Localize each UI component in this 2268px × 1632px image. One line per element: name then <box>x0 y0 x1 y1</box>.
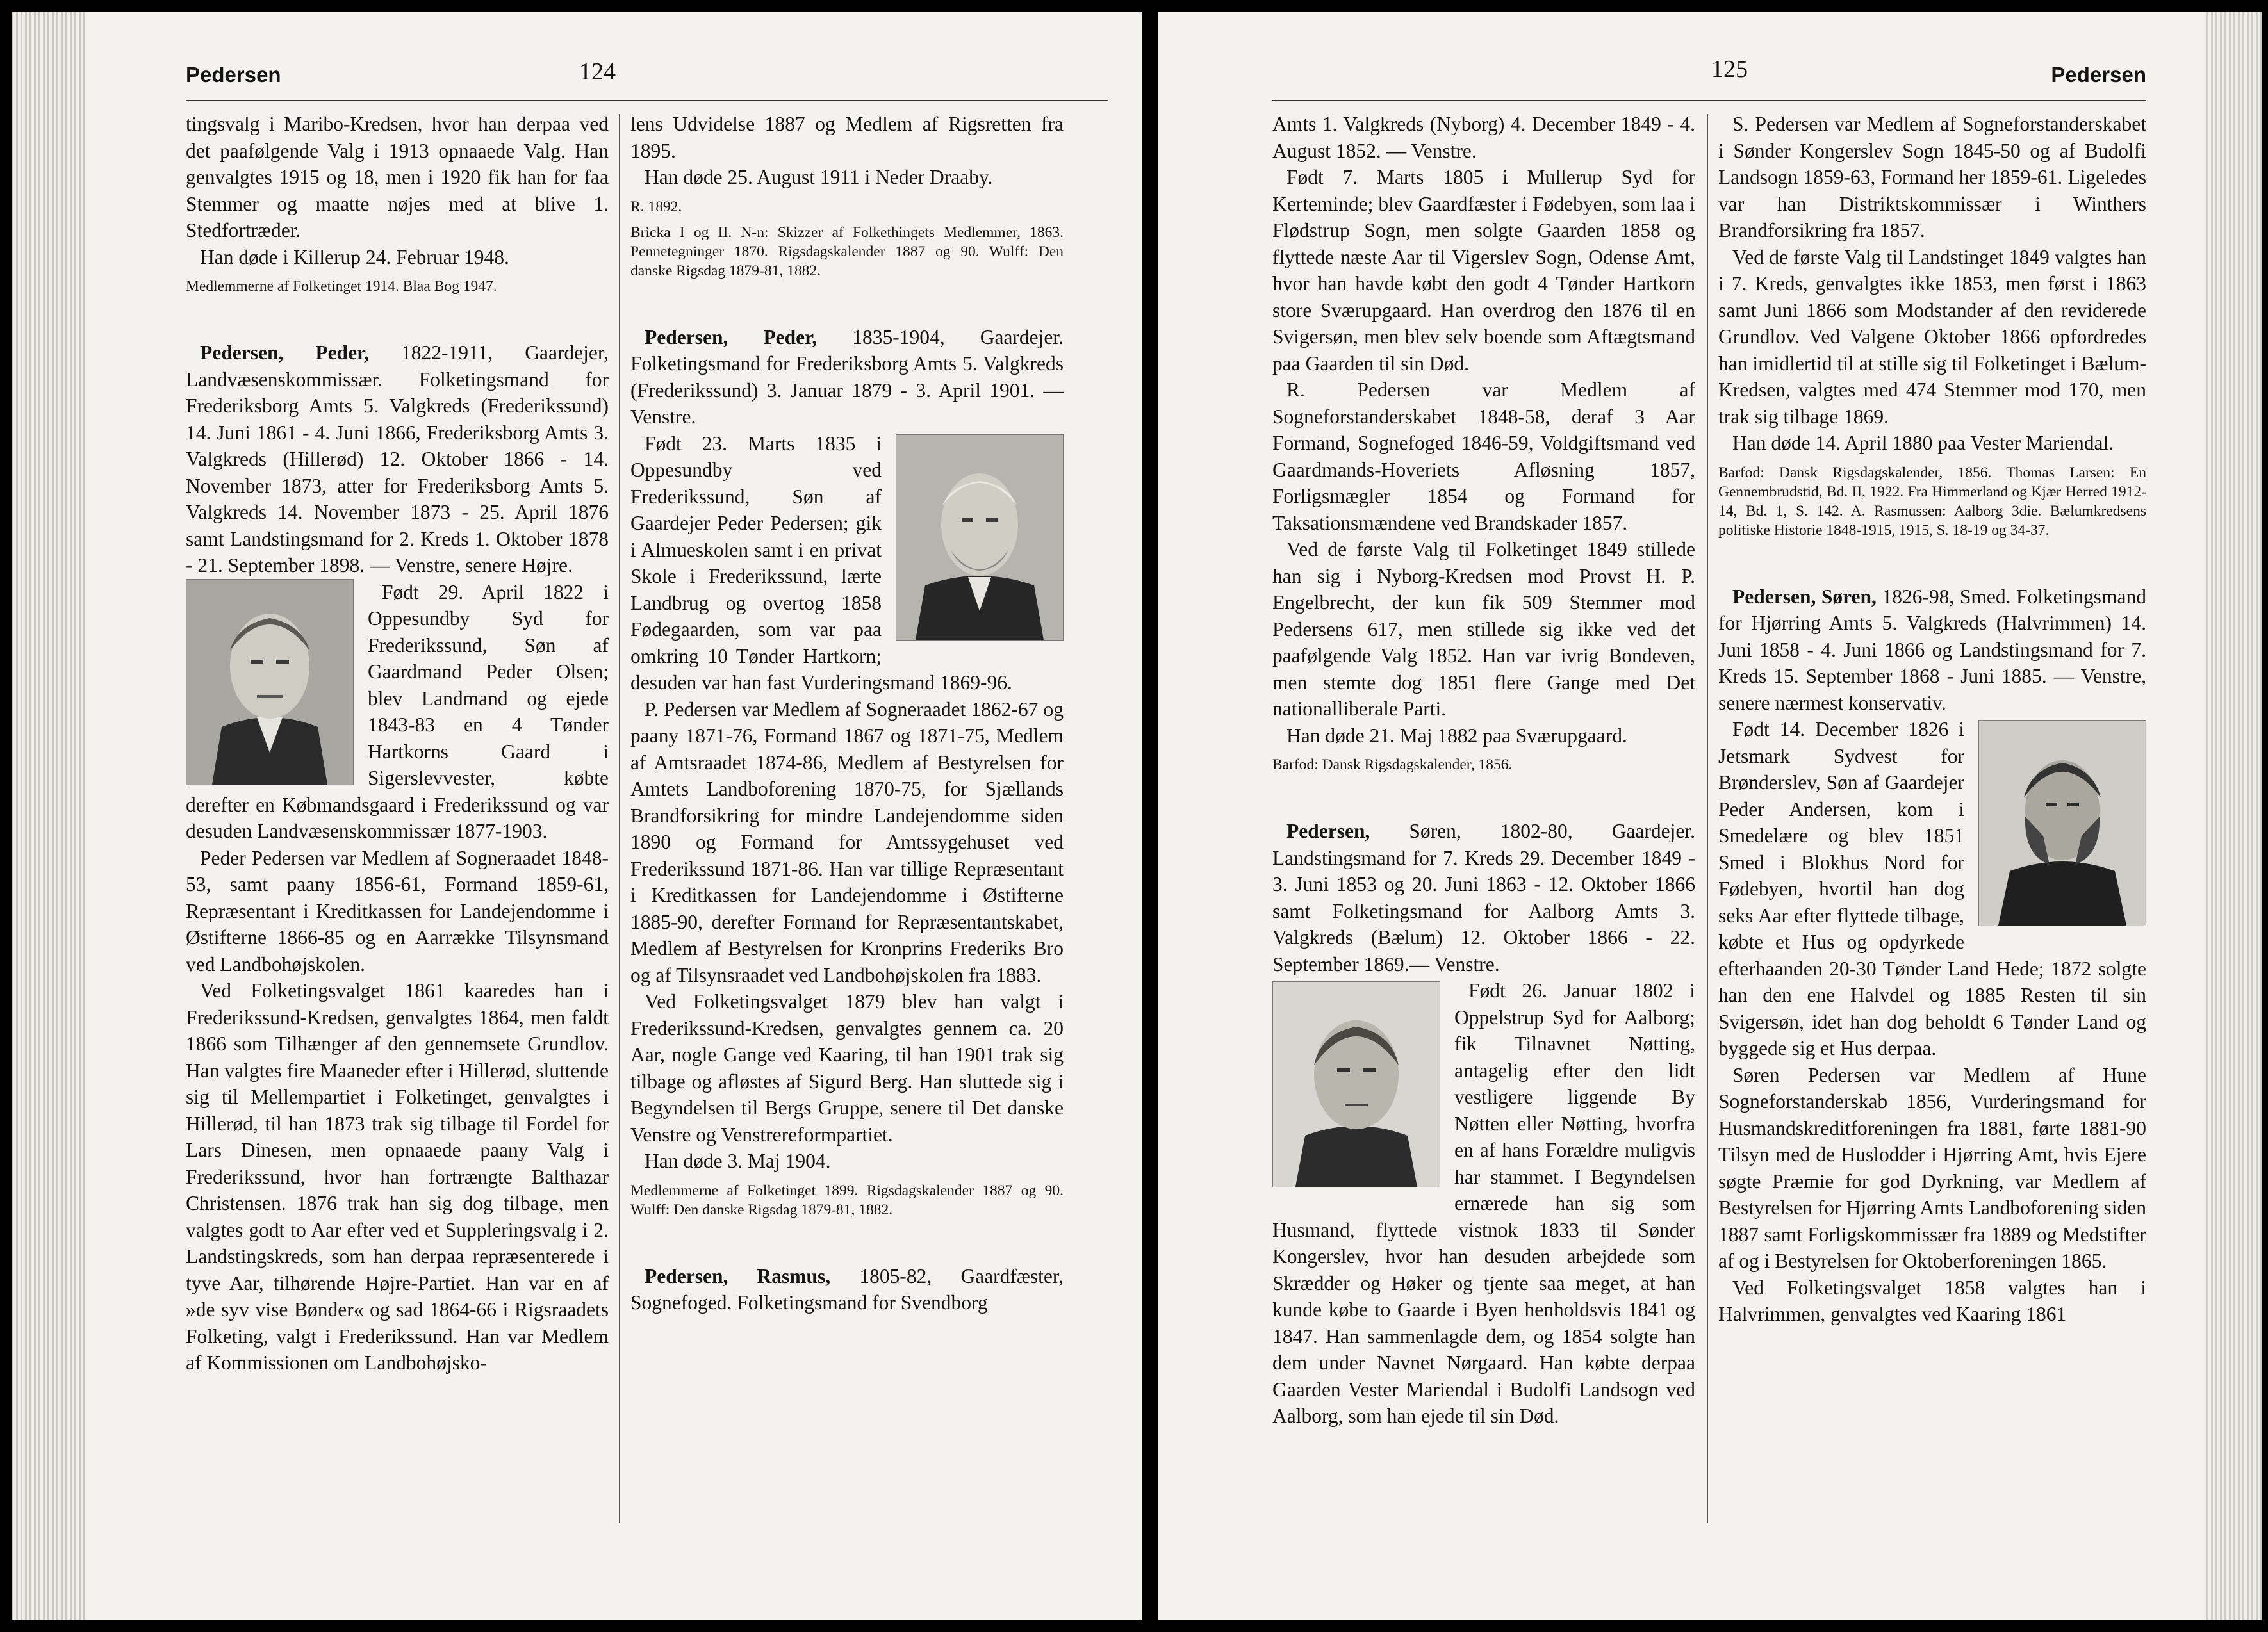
paragraph: Han døde 14. April 1880 paa Vester Mariendal. <box>1732 432 2114 454</box>
paragraph: Født 29. April 1822 i Oppesundby Syd for Frederikssund, Søn af Gaardmand Peder Olsen; blev Landmand og ejede 1843-83 en 4 Tønder Hartkorns Gaard i Sigerslevvester, købte derefter en Købmandsgaard i Frederikssund og var desuden Landvæsenskommissær 1877-1903. <box>186 580 609 842</box>
paragraph: Amts 1. Valgkreds (Nyborg) 4. December 1849 - 4. August 1852. — Venstre. <box>1272 113 1695 162</box>
entry-peder-1835: Pedersen, Peder, 1835-1904, Gaardejer. Folketingsmand for Frederiksborg Amts 5. Valgkreds (Frederikssund) 3. Januar 1879 - 3. April 1901. — Venstre. <box>630 325 1064 428</box>
page-number: 125 <box>1711 56 1748 83</box>
source-note: Barfod: Dansk Rigsdagskalender, 1856. Thomas Larsen: En Gennembrudstid, Bd. II, 1922. Fra Himmerland og Kjær Herred 1912-14, Bd. 1, S. 142. A. Rasmussen: Aalborg 3die. Bælumkredsens politiske Historie 1848-1915, 1915, S. 18-19 og 34-37. <box>1718 464 2146 539</box>
source-note: Barfod: Dansk Rigsdagskalender, 1856. <box>1272 756 1513 773</box>
paragraph: tingsvalg i Maribo-Kredsen, hvor han derpaa ved det paafølgende Valg i 1913 opnaaede Valg. Han genvalgtes 1915 og 18, men i 1920 fik han for faa Stemmer og maatte nøjes med at blive 1. Stedfortræder. <box>186 113 609 241</box>
page-edge-stack <box>2204 12 2262 1620</box>
running-head: Pedersen <box>186 63 281 86</box>
entry-name: Pedersen, Søren, <box>1732 585 1877 608</box>
entry-soeren-1802: Pedersen, Søren, 1802-80, Gaardejer. Landstingsmand for 7. Kreds 29. December 1849 - 3. Juni 1853 og 20. Juni 1863 - 12. Oktober 1866 samt Folketingsmand for Aalborg Amts 3. Valgkreds (Bælum) 12. Oktober 1866 - 22. September 1869.— Venstre. <box>1272 820 1695 975</box>
paragraph: Han døde 21. Maj 1882 paa Sværupgaard. <box>1286 724 1627 747</box>
entry-soeren-1826: Pedersen, Søren, 1826-98, Smed. Folketingsmand for Hjørring Amts 5. Valgkreds (Halvrimmen) 14. Juni 1858 - 4. Juni 1866 og Landstingsmand for 7. Kreds 15. September 1868 - Juni 1885. — Venstre, senere nærmest konservativ. <box>1718 585 2146 714</box>
page-number: 124 <box>579 58 616 85</box>
entry-peder-1822: Pedersen, Peder, 1822-1911, Gaardejer, Landvæsenskommissær. Folketingsmand for Frederiksborg Amts 5. Valgkreds (Frederikssund) 14. Juni 1861 - 4. Juni 1866, Frederiksborg Amts 3. Valgkreds (Hillerød) 12. Oktober 1866 - 14. November 1873, atter for Frederiksborg Amts 5. Valgkreds 14. November 1873 - 25. April 1876 samt Landstingsmand for 2. Kreds 1. Oktober 1878 - 21. September 1898. — Venstre, senere Højre. <box>186 341 609 576</box>
paragraph: Født 7. Marts 1805 i Mullerup Syd for Kerteminde; blev Gaardfæster i Fødebyen, som laa i Flødstrup Sogn, men solgte Gaarden 1858 og flyttede næste Aar til Vigerslev Sogn, Odense Amt, hvor han havde købt den godt 4 Tønder Hartkorn store Sværupgaard. Han overdrog den 1876 til en Svigersøn, men blev selv boende som Aftægtsmand paa Gaarden til sin Død. <box>1272 166 1695 375</box>
entry-name: Pedersen, Peder, <box>645 325 818 348</box>
paragraph: Søren Pedersen var Medlem af Hune Sogneforstanderskab 1856, Vurderingsmand for Husmandskreditforeningen fra 1881, førte 1881-90 Tilsyn med de Huslodder i Hjørring Amt, hvis Ejere søgte Præmie for god Dyrkning, var Medlem af Bestyrelsen for Hjørring Amts Landboforening siden 1887 samt Forligskommissær fra 1889 og Medstifter af og i Bestyrelsen for Oktoberforeningen 1865. <box>1718 1063 2146 1272</box>
paragraph: Peder Pedersen var Medlem af Sogneraadet 1848-53, samt paany 1856-61, Formand 1859-61, Repræsentant i Kreditkassen for Landejendomme i Østifterne 1866-85 og en Aarrække Tilsynsmand ved Landbohøjskolen. <box>186 846 609 975</box>
entry-name: Pedersen, <box>1286 820 1370 842</box>
portrait-illustration <box>1273 982 1440 1187</box>
source-note: Medlemmerne af Folketinget 1899. Rigsdagskalender 1887 og 90. Wulff: Den danske Rigsdag 1879-81, 1882. <box>630 1182 1064 1218</box>
paragraph: Født 26. Januar 1802 i Oppelstrup Syd for Aalborg; fik Tilnavnet Nøtting, antagelig efter den lidt vestligere liggende By Nøtten eller Nøtting, hvorfra en af hans Forældre muligvis har stammet. I Begyndelsen ernærede han sig som Husmand, flyttede vistnok 1833 til Sønder Kongerslev, hvor han desuden arbejdede som Skrædder og Høker og tjente saa meget, at han kunde købe to Gaarde i Byen henholdsvis 1841 og 1847. Han sammenlagde dem, og 1854 solgte han dem under Navnet Nørgaard. Han købte derpaa Gaarden Vester Mariendal i Budolfi Landsogn ved Aalborg, som han ejede til sin Død. <box>1272 979 1695 1427</box>
paragraph: Ved Folketingsvalget 1861 kaaredes han i Frederikssund-Kredsen, genvalgtes 1864, men faldt 1866 som Tilhænger af den gennemsete Grundlov. Han valgtes fire Maaneder efter i Hillerød, sluttende sig til Mellempartiet i Folketinget, genvalgtes i Hillerød, til han 1873 trak sig tilbage til Fordel for Lars Dinesen, men opnaaede paany Valg i Frederikssund, hvor han fortrængte Balthazar Christensen. 1876 trak han sig dog tilbage, men valgtes godt to Aar efter ved et Suppleringsvalg i 2. Landstingskreds, som han derpaa repræsenterede i tyve Aar, tilhørende Højre-Partiet. Han var en af »de syv vise Bønder« og sad 1864-66 i Rigsraadets Folketing, valgt i Frederikssund. Han var Medlem af Kommissionen om Landbohøjsko- <box>186 979 609 1374</box>
running-head: Pedersen <box>2051 63 2146 86</box>
portrait-illustration <box>1979 721 2146 926</box>
paragraph: Ved Folketingsvalget 1858 valgtes han i Halvrimmen, genvalgtes ved Kaaring 1861 <box>1718 1276 2146 1325</box>
portrait-photo <box>186 579 354 785</box>
paragraph: Han døde 25. August 1911 i Neder Draaby. <box>645 166 993 188</box>
left-page <box>12 12 1142 1620</box>
page-edge-stack <box>12 12 87 1620</box>
portrait-photo <box>1272 981 1440 1187</box>
source-note: Bricka I og II. N-n: Skizzer af Folkethingets Medlemmer, 1863. Pennetegninger 1870. Rigsdagskalender 1887 og 90. Wulff: Den danske Rigsdag 1879-81, 1882. <box>630 224 1064 279</box>
portrait-photo <box>1978 720 2146 926</box>
entry-name: Pedersen, Peder, <box>200 341 370 364</box>
column-rule <box>619 114 620 1523</box>
paragraph: P. Pedersen var Medlem af Sogneraadet 1862-67 og paany 1871-76, Formand 1867 og 1871-75, Medlem af Amtsraadet 1874-86, Medlem af Bestyrelsen for Amtets Landboforening 1870-75, for Sjællands Brandforsikring for mindre Landejendomme siden 1890 og Formand for Amtssygehuset ved Frederikssund 1871-86. Han var tillige Repræsentant i Kreditkassen for Landejendomme i Østifterne 1885-90, derefter Formand for Repræsentantskabet, Medlem af Bestyrelsen for Kronprins Frederiks Bro og af Tilsynsraadet ved Landbohøjskolen fra 1883. <box>630 698 1064 986</box>
portrait-illustration <box>896 435 1063 640</box>
paragraph: Ved de første Valg til Landstinget 1849 valgtes han i 7. Kreds, genvalgtes ikke 1853, men først i 1863 samt Juni 1866 som Modstander af den reviderede Grundlov. Ved Valgene Oktober 1866 opfordredes han imidlertid til at stille sig til Folketinget i Bælum-Kredsen, valgtes med 474 Stemmer mod 170, men trak sig tilbage 1869. <box>1718 245 2146 428</box>
paragraph: R. Pedersen var Medlem af Sogneforstanderskabet 1848-58, deraf 3 Aar Formand, Sognefoged 1846-59, Voldgiftsmand ved Gaardmands-Hoveriets Afløsning 1857, Forligsmægler 1854 og Formand for Taksationsmændene ved Brandskader 1857. <box>1272 379 1695 534</box>
paragraph: Ved Folketingsvalget 1879 blev han valgt i Frederikssund-Kredsen, genvalgtes gennem ca. 20 Aar, nogle Gange ved Kaaring, til han 1901 trak sig tilbage og afløstes af Sigurd Berg. Han sluttede sig i Begyndelsen til Bergs Gruppe, senere til Det danske Venstre og Venstrereformpartiet. <box>630 990 1064 1146</box>
right-page <box>1158 12 2262 1620</box>
page-header <box>186 49 1108 101</box>
source-note: R. 1892. <box>630 198 682 215</box>
paragraph: Født 14. December 1826 i Jetsmark Sydvest for Brønderslev, Søn af Gaardejer Peder Andersen, kom i Smedelære og blev 1851 Smed i Blokhus Nord for Fødebyen, hvortil han dog seks Aar efter flyttede tilbage, købte et Hus og opdyrkede efterhaanden 20-30 Tønder Land Hede; 1872 solgte han den ene Halvdel og 1885 Resten til sin Svigersøn, idet han dog beholdt 6 Tønder Land og byggede sig et Hus derpaa. <box>1718 718 2146 1059</box>
paragraph: Han døde 3. Maj 1904. <box>645 1150 831 1172</box>
right-column-2 <box>1718 111 2146 1328</box>
left-column-1 <box>186 111 609 1376</box>
entry-rasmus: Pedersen, Rasmus, 1805-82, Gaardfæster, Sognefoged. Folketingsmand for Svendborg <box>630 1264 1064 1314</box>
source-note: Medlemmerne af Folketinget 1914. Blaa Bog 1947. <box>186 278 497 295</box>
portrait-illustration <box>186 580 353 785</box>
portrait-photo <box>896 434 1064 641</box>
paragraph: S. Pedersen var Medlem af Sogneforstanderskabet i Sønder Kongerslev Sogn 1845-50 og af Budolfi Landsogn 1859-63, Formand her 1859-61. Ligeledes var han Distriktskommissær i Winthers Brandforsikring fra 1857. <box>1718 113 2146 241</box>
column-rule <box>1707 114 1708 1523</box>
paragraph: Han døde i Killerup 24. Februar 1948. <box>200 245 509 268</box>
entry-name: Pedersen, Rasmus, <box>645 1264 831 1287</box>
right-column-1 <box>1272 111 1695 1430</box>
page-header <box>1272 49 2146 101</box>
paragraph: lens Udvidelse 1887 og Medlem af Rigsretten fra 1895. <box>630 113 1064 162</box>
paragraph: Ved de første Valg til Folketinget 1849 stillede han sig i Nyborg-Kredsen mod Provst H. P. Engelbrecht, der kun fik 509 Stemmer mod Pedersens 617, men stillede sig ikke ved det paafølgende Valg 1852. Han var ivrig Bondeven, men stemte dog 1851 flere Gange med Det nationalliberale Parti. <box>1272 538 1695 720</box>
paragraph: Født 23. Marts 1835 i Oppesundby ved Frederikssund, Søn af Gaardejer Peder Pedersen; gik i Almueskolen samt i en privat Skole i Frederikssund, lærte Landbrug og overtog 1858 Fødegaarden, som var paa omkring 10 Tønder Hartkorn; desuden var han fast Vurderingsmand 1869-96. <box>630 432 1012 694</box>
left-column-2 <box>630 111 1064 1316</box>
